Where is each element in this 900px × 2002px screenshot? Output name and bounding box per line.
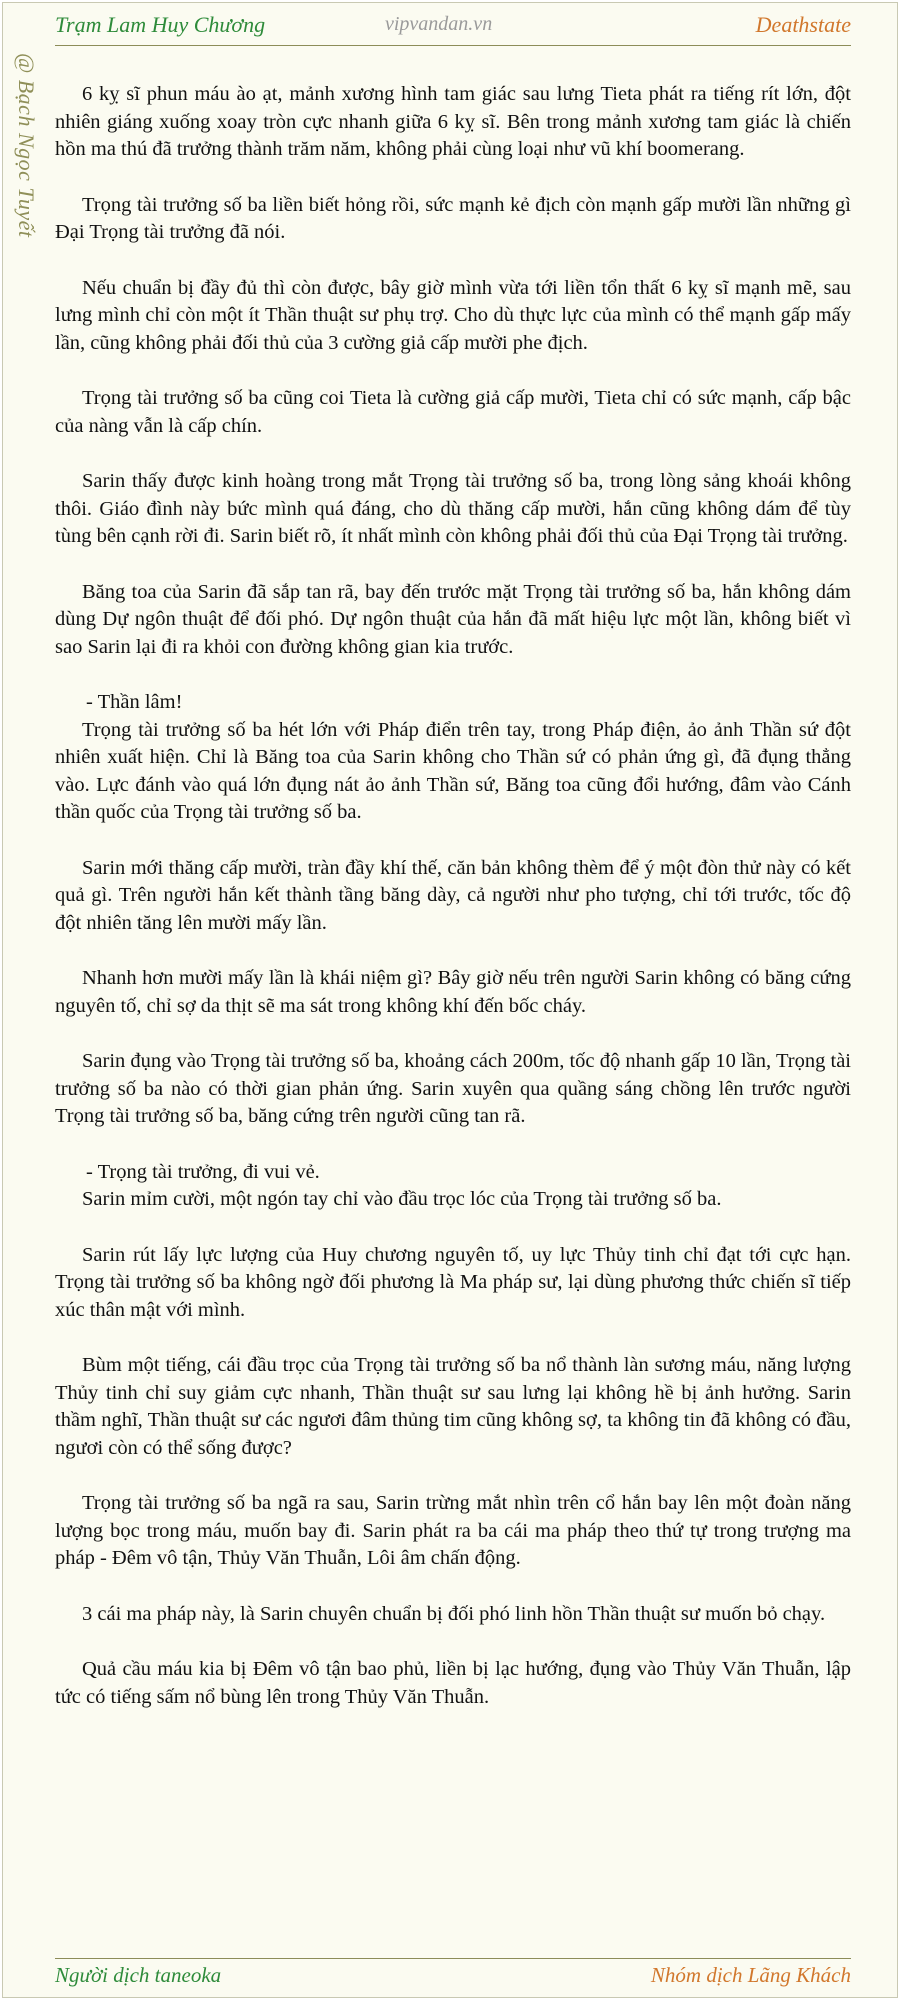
page [2, 2, 898, 1998]
side-watermark-text: @ Bạch Ngọc Tuyết [14, 53, 39, 238]
paragraph: Trọng tài trưởng số ba liền biết hỏng rồi, sức mạnh kẻ địch còn mạnh gấp mười lần những gì Đại Trọng tài trưởng đã nói. [55, 193, 851, 243]
dialogue-line: - Thần lâm! [86, 691, 183, 713]
header-series-title: Trạm Lam Huy Chương [55, 12, 266, 37]
paragraph: Trọng tài trưởng số ba hét lớn với Pháp điển trên tay, trong Pháp điện, ảo ảnh Thần sứ đột nhiên xuất hiện. Chỉ là Băng toa của Sarin không cho Thần sứ có phản ứng gì, đã đụng thẳng vào. Lực đánh vào quá lớn đụng nát ảo ảnh Thần sứ, Băng toa cũng đổi hướng, đâm vào Cánh thần quốc của Trọng tài trưởng số ba. [55, 718, 851, 823]
paragraph: Sarin rút lấy lực lượng của Huy chương nguyên tố, uy lực Thủy tinh chỉ đạt tới cực hạn. Trọng tài trưởng số ba không ngờ đối phương là Ma pháp sư, lại dùng phương thức chiến sĩ tiếp xúc thân mật với mình. [55, 1243, 851, 1321]
paragraph: Sarin mỉm cười, một ngón tay chỉ vào đầu trọc lóc của Trọng tài trưởng số ba. [82, 1188, 722, 1210]
paragraph: Sarin đụng vào Trọng tài trưởng số ba, khoảng cách 200m, tốc độ nhanh gấp 10 lần, Trọng tài trưởng số ba nào có thời gian phản ứng. Sarin xuyên qua quầng sáng chồng lên trước người Trọng tài trưởng số ba, băng cứng trên người cũng tan rã. [55, 1050, 851, 1127]
header-site-name: vipvandan.vn [385, 13, 493, 35]
chapter-body [55, 81, 851, 1739]
header-author: Deathstate [755, 12, 851, 37]
paragraph: Sarin mới thăng cấp mười, tràn đầy khí thế, căn bản không thèm để ý một đòn thử này có kết quả gì. Trên người hắn kết thành tầng băng dày, cả người như pho tượng, chỉ tới trước, tốc độ đột nhiên tăng lên mười mấy lần. [55, 856, 851, 934]
paragraph: Quả cầu máu kia bị Đêm vô tận bao phủ, liền bị lạc hướng, đụng vào Thủy Văn Thuẫn, lập tức có tiếng sấm nổ bùng lên trong Thủy Văn Thuẫn. [55, 1658, 851, 1708]
paragraph: 6 kỵ sĩ phun máu ào ạt, mảnh xương hình tam giác sau lưng Tieta phát ra tiếng rít lớn, đột nhiên giáng xuống xoay tròn cực nhanh giữa 6 kỵ sĩ. Bên trong mảnh xương tam giác là chiến hồn ma thú đã trưởng thành trăm năm, không phải cùng loại như vũ khí boomerang. [55, 83, 851, 160]
paragraph: Bùm một tiếng, cái đầu trọc của Trọng tài trưởng số ba nổ thành làn sương máu, năng lượng Thủy tinh chỉ suy giảm cực nhanh, Thần thuật sư sau lưng lại không hề bị ảnh hưởng. Sarin thầm nghĩ, Thần thuật sư các ngươi đâm thủng tim cũng không sợ, ta không tin đã không có đầu, ngươi còn có thể sống được? [55, 1354, 851, 1459]
paragraph: 3 cái ma pháp này, là Sarin chuyên chuẩn bị đối phó linh hồn Thần thuật sư muốn bỏ chạy. [82, 1602, 826, 1625]
paragraph: Nếu chuẩn bị đầy đủ thì còn được, bây giờ mình vừa tới liền tổn thất 6 kỵ sĩ mạnh mẽ, sau lưng mình chỉ còn một ít Thần thuật sư phụ trợ. Cho dù thực lực của mình có thể mạnh gấp mấy lần, cũng không phải đối thủ của 3 cường giả cấp mười phe địch. [55, 276, 851, 354]
page-footer [55, 1958, 851, 1989]
page-header [55, 11, 851, 46]
paragraph: Nhanh hơn mười mấy lần là khái niệm gì? Bây giờ nếu trên người Sarin không có băng cứng nguyên tố, chỉ sợ da thịt sẽ ma sát trong không khí đến bốc cháy. [55, 967, 851, 1017]
dialogue-line: - Trọng tài trưởng, đi vui vẻ. [86, 1160, 320, 1183]
paragraph: Trọng tài trưởng số ba ngã ra sau, Sarin trừng mắt nhìn trên cổ hắn bay lên một đoàn năng lượng bọc trong máu, muốn bay đi. Sarin phát ra ba cái ma pháp theo thứ tự trong trượng ma pháp - Đêm vô tận, Thủy Văn Thuẫn, Lôi âm chấn động. [55, 1492, 851, 1569]
paragraph: Băng toa của Sarin đã sắp tan rã, bay đến trước mặt Trọng tài trưởng số ba, hắn không dám dùng Dự ngôn thuật để đối phó. Dự ngôn thuật của hắn đã mất hiệu lực một lần, không biết vì sao Sarin lại đi ra khỏi con đường không gian kia trước. [55, 580, 851, 658]
paragraph: Sarin thấy được kinh hoàng trong mắt Trọng tài trưởng số ba, trong lòng sảng khoái không thôi. Giáo đình này bức mình quá đáng, cho dù thăng cấp mười, hắn cũng không dám để tùy tùng bên cạnh rời đi. Sarin biết rõ, ít nhất mình còn không phải đối thủ của Đại Trọng tài trưởng. [55, 470, 851, 547]
paragraph: Trọng tài trưởng số ba cũng coi Tieta là cường giả cấp mười, Tieta chỉ có sức mạnh, cấp bậc của nàng vẫn là cấp chín. [55, 387, 851, 437]
footer-translation-group: Nhóm dịch Lãng Khách [650, 1963, 851, 1987]
footer-translator: Người dịch taneoka [55, 1963, 222, 1987]
